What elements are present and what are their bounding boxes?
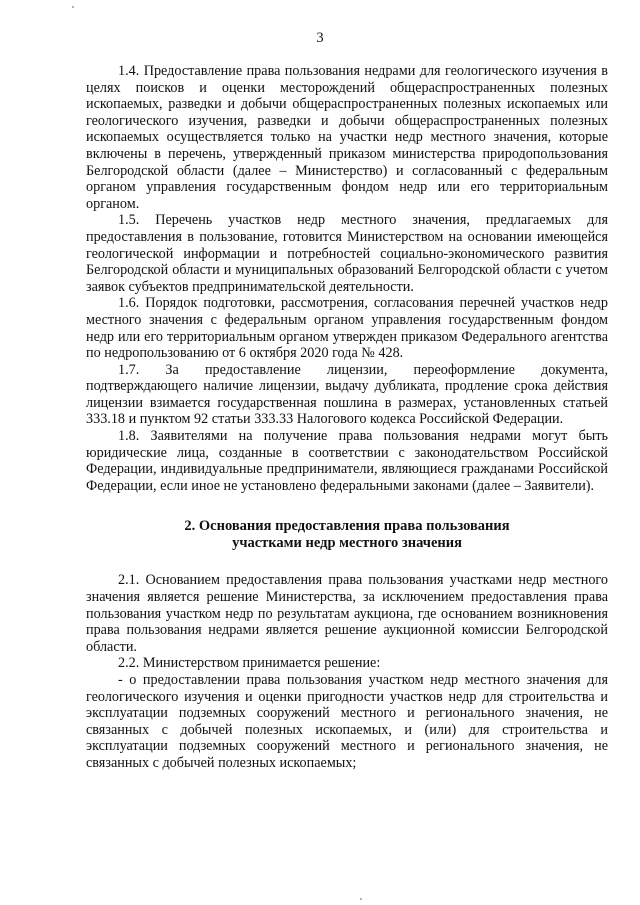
section-heading-line-1: 2. Основания предоставления права пользования: [184, 518, 510, 535]
paragraph-1-7: 1.7. За предоставление лицензии, переоформление документа, подтверждающего наличие лицензии, выдачу дубликата, продление срока действия лицензии взимается государственная пошлина в размерах, установленных статьей 333.18 и пунктом 92 статьи 333.33 Налогового кодекса Российской Федерации.: [86, 361, 608, 428]
scan-speck: [360, 898, 362, 900]
scan-speck: [72, 6, 74, 8]
page-number: 3: [316, 30, 324, 46]
paragraph-1-6: 1.6. Порядок подготовки, рассмотрения, согласования перечней участков недр местного значения с федеральным органом управления государственным фондом недр или его территориальным органом утвержден приказом Федерального агентства по недропользованию от 6 октября 2020 года № 428.: [86, 295, 608, 362]
section-heading-line-2: участками недр местного значения: [232, 535, 462, 552]
paragraph-2-1: 2.1. Основанием предоставления права пользования участками недр местного значения является решение Министерства, за исключением предоставления права пользования участком недр по результатам аукциона, где основанием возникновения права пользования недрами является решение аукционной комиссии Белгородской области.: [86, 572, 608, 655]
paragraph-2-2: 2.2. Министерством принимается решение:: [118, 655, 381, 672]
paragraph-1-8: 1.8. Заявителями на получение права пользования недрами могут быть юридические лица, созданные в соответствии с законодательством Российской Федерации, индивидуальные предприниматели, являющиеся гражданами Российской Федерации, если иное не установлено федеральными законами (далее – Заявители).: [86, 428, 608, 494]
paragraph-1-5: 1.5. Перечень участков недр местного значения, предлагаемых для предоставления в пользование, готовится Министерством на основании имеющейся геологической информации и потребностей социально-экономического развития Белгородской области и муниципальных образований Белгородской области с учетом заявок субъектов предпринимательской деятельности.: [86, 212, 608, 295]
document-body: [86, 63, 608, 772]
paragraph-1-4: 1.4. Предоставление права пользования недрами для геологического изучения в целях поисков и оценки месторождений общераспространенных полезных ископаемых, разведки и добычи общераспространенных полезных ископаемых или геологического изучения, разведки и добычи общераспространенных полезных ископаемых осуществляется только на участки недр местного значения, которые включены в перечень, утвержденный приказом министерства природопользования Белгородской области (далее – Министерство) и согласованный с федеральным органом управления государственным фондом недр или его территориальным органом.: [86, 63, 608, 212]
section-heading: [86, 518, 608, 552]
list-item-decision: - о предоставлении права пользования участком недр местного значения для геологического изучения и оценки пригодности участков недр для строительства и эксплуатации подземных сооружений местного и регионального значения, не связанных с добычей полезных ископаемых, и (или) для строительства и эксплуатации подземных сооружений местного и регионального значения, не связанных с добычей полезных ископаемых;: [86, 672, 608, 771]
